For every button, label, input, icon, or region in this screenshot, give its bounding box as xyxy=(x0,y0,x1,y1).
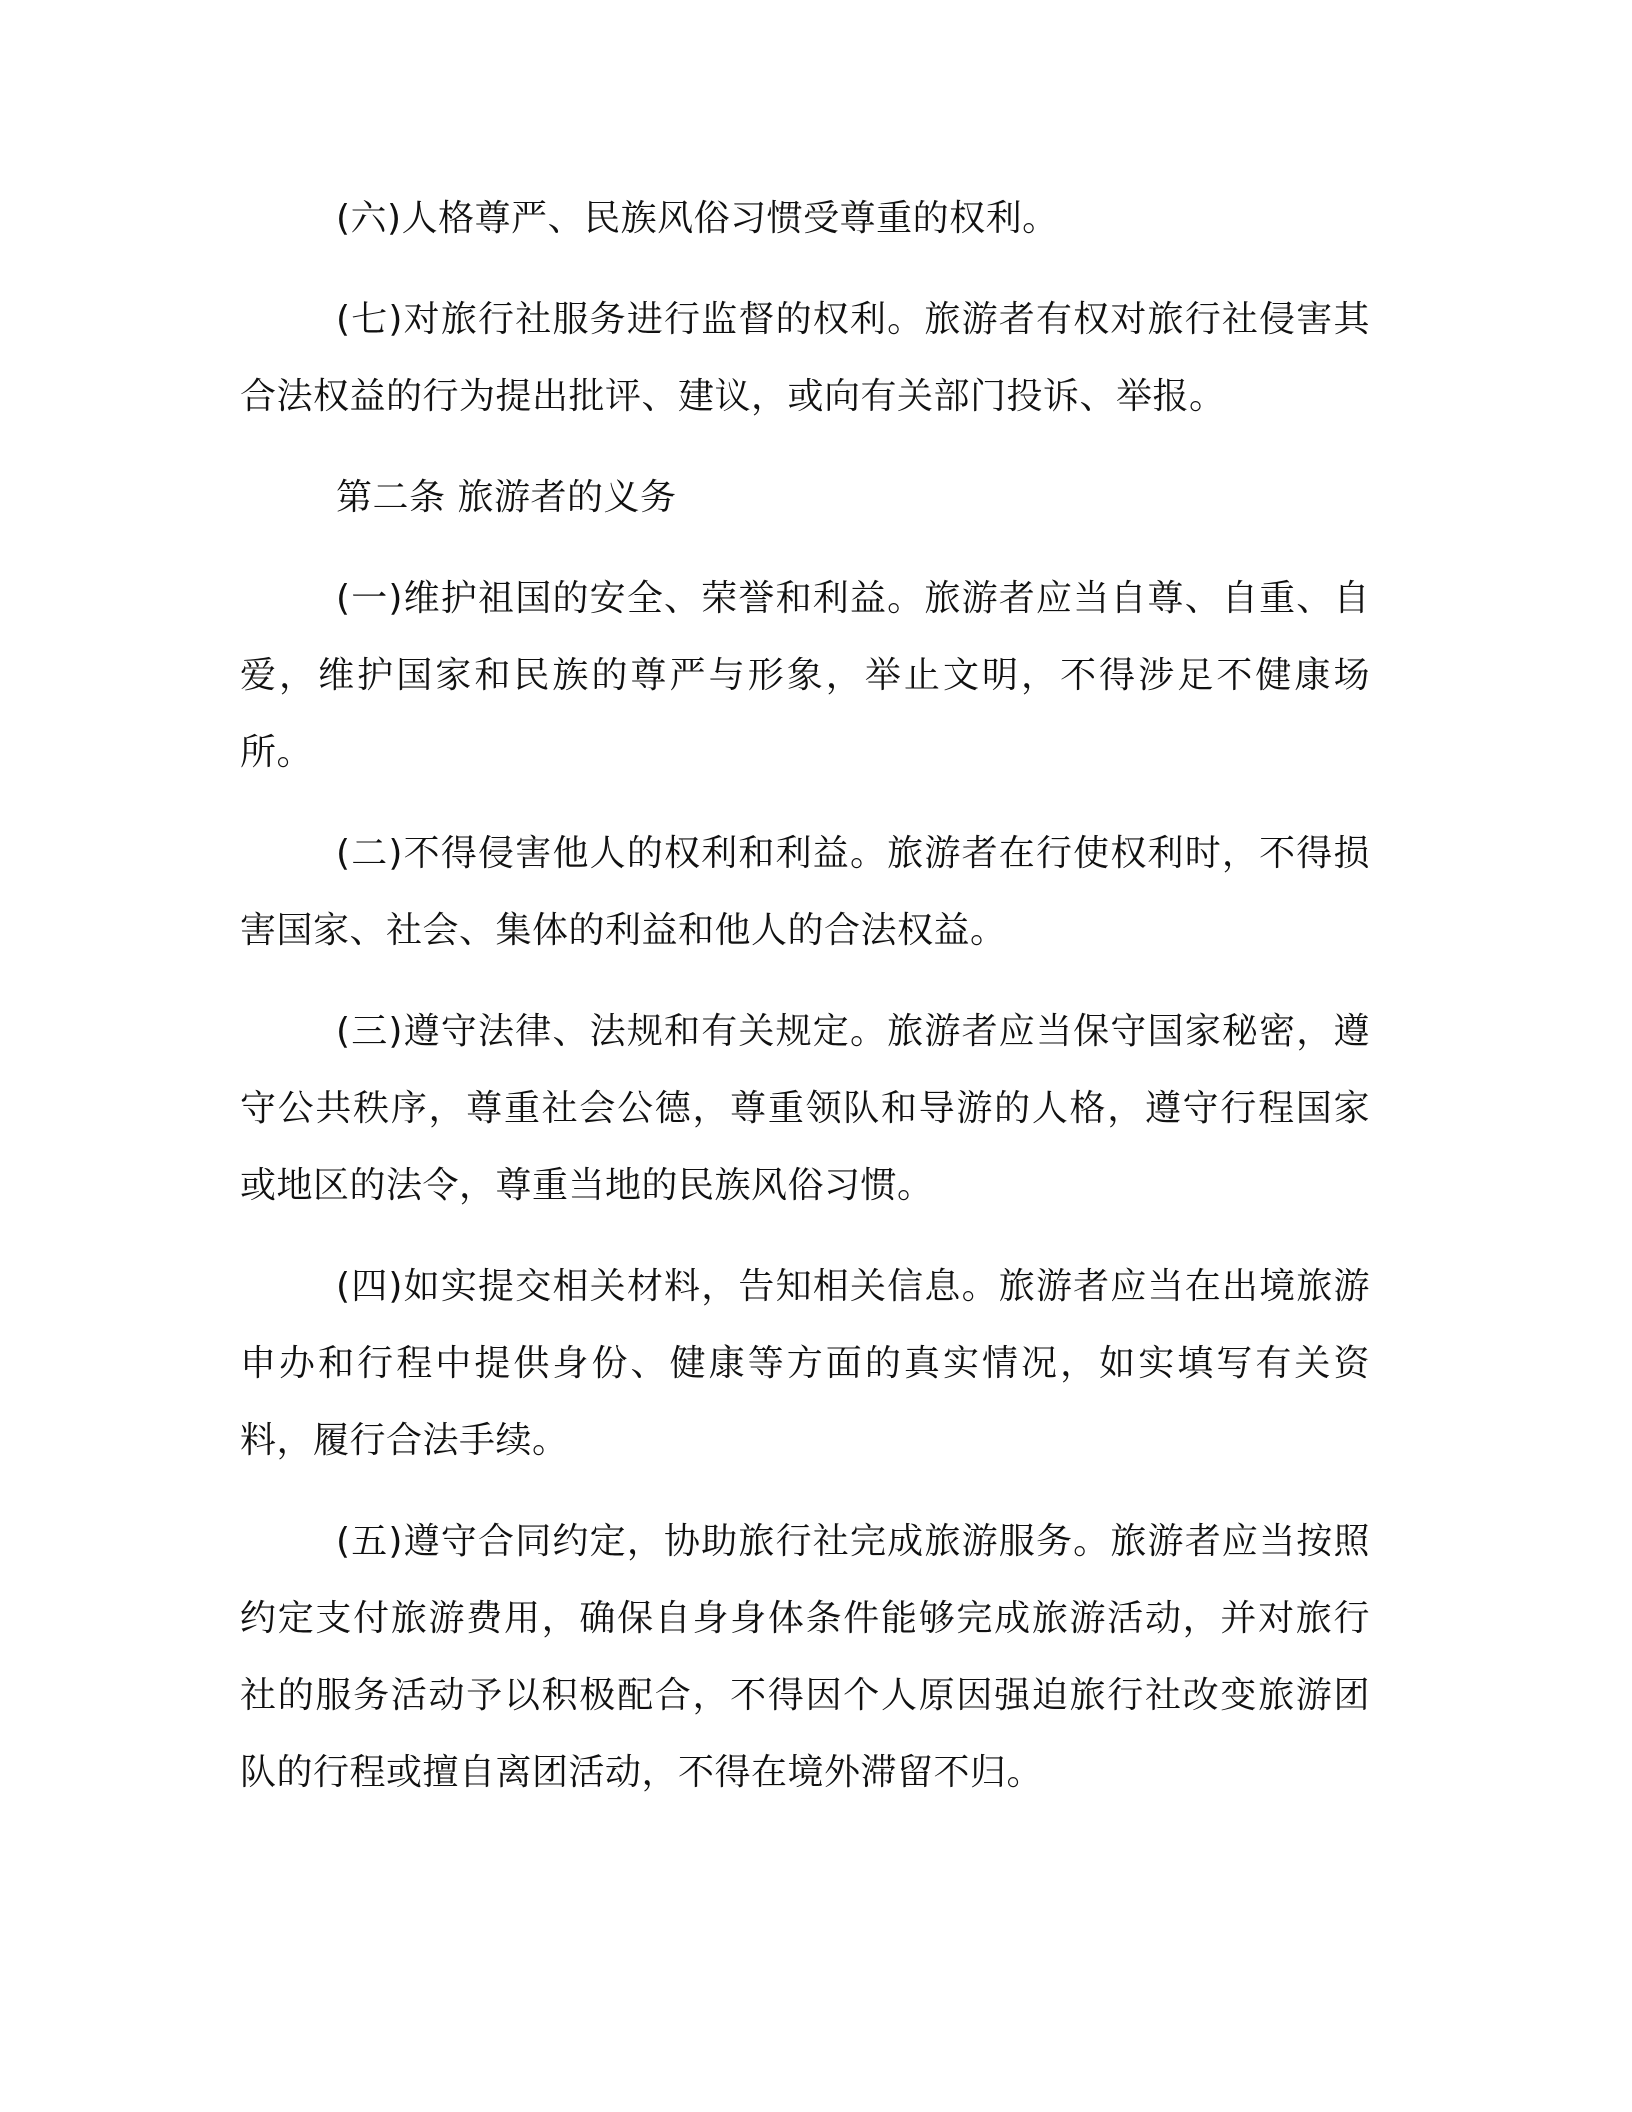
paragraph-duty-1: (一)维护祖国的安全、荣誉和利益。旅游者应当自尊、自重、自爱，维护国家和民族的尊严与形象，举止文明，不得涉足不健康场所。 xyxy=(240,578,1370,773)
paragraph-duty-5: (五)遵守合同约定，协助旅行社完成旅游服务。旅游者应当按照约定支付旅游费用，确保自身身体条件能够完成旅游活动，并对旅行社的服务活动予以积极配合，不得因个人原因强迫旅行社改变旅游团队的行程或擅自离团活动，不得在境外滞留不归。 xyxy=(240,1521,1370,1793)
paragraph-duty-4: (四)如实提交相关材料，告知相关信息。旅游者应当在出境旅游申办和行程中提供身份、健康等方面的真实情况，如实填写有关资料，履行合法手续。 xyxy=(240,1266,1370,1461)
paragraph-right-7: (七)对旅行社服务进行监督的权利。旅游者有权对旅行社侵害其合法权益的行为提出批评、建议，或向有关部门投诉、举报。 xyxy=(240,299,1370,417)
paragraph-duty-3: (三)遵守法律、法规和有关规定。旅游者应当保守国家秘密，遵守公共秩序，尊重社会公德，尊重领队和导游的人格，遵守行程国家或地区的法令，尊重当地的民族风俗习惯。 xyxy=(240,1011,1370,1206)
section-heading-article-2: 第二条 旅游者的义务 xyxy=(336,477,677,518)
paragraph-right-6: (六)人格尊严、民族风俗习惯受尊重的权利。 xyxy=(336,198,1059,239)
document-body xyxy=(240,180,1370,1835)
paragraph-duty-2: (二)不得侵害他人的权利和利益。旅游者在行使权利时，不得损害国家、社会、集体的利益和他人的合法权益。 xyxy=(240,833,1370,951)
